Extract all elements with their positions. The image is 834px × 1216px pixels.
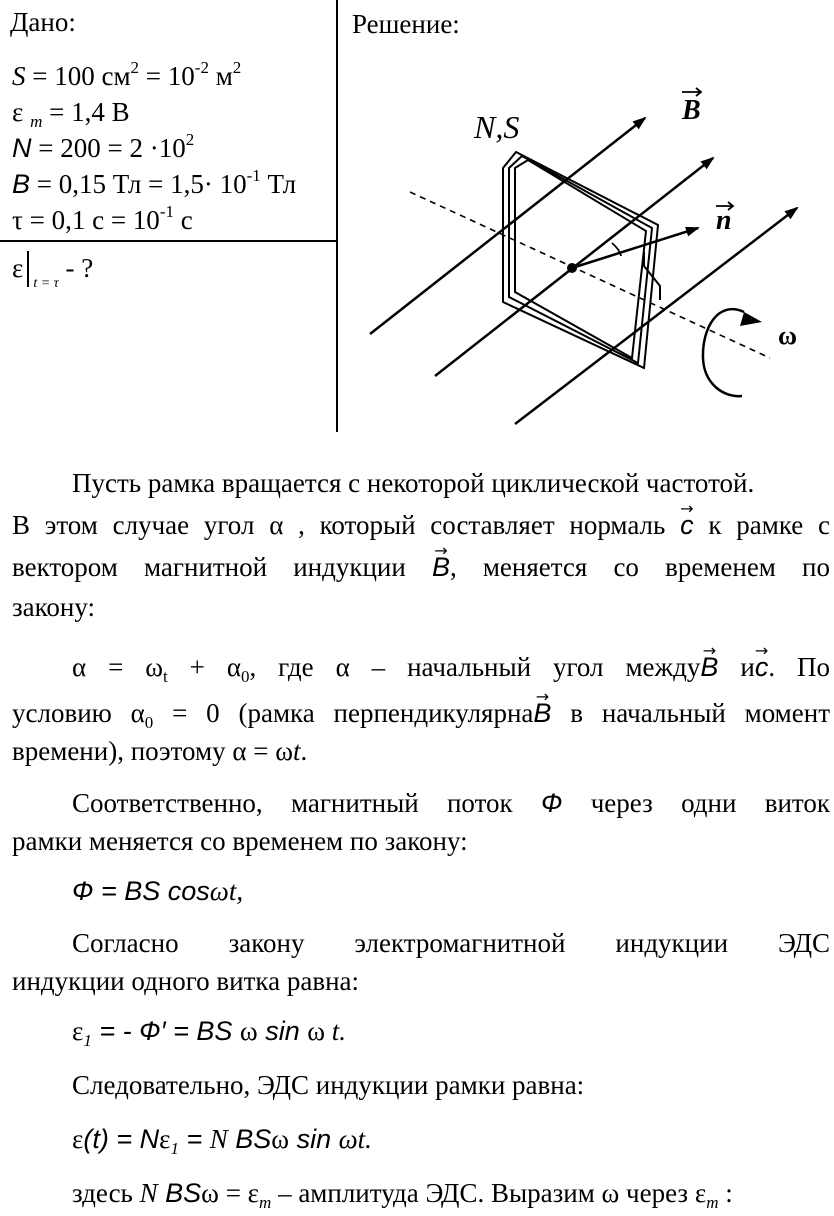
p1-line-3: вектором магнитной индукции → B, меняется со временем по — [12, 548, 830, 588]
given-line-emf: ε $_m$ = 1,4 В — [12, 97, 130, 131]
rotating-frame-diagram — [338, 40, 834, 440]
p2-line-2: условию $\alpha_0 = 0$ (рамка перпендикулярна→ B в начальный момент — [12, 694, 830, 732]
p1-line-1: Пусть рамка вращается с некоторой циклической частотой. — [72, 468, 755, 498]
label-n-vector: n — [716, 205, 732, 236]
rotation-arrowhead — [740, 312, 762, 326]
p3-line-1: Соответственно, магнитный поток Ф через одни виток — [72, 788, 830, 818]
paragraph-3 — [12, 784, 830, 860]
given-header: Дано: — [10, 7, 76, 37]
find-line: $\varepsilon_{t = \tau}$ - ? — [12, 253, 94, 291]
p4-line-2: индукции одного витка равна: — [12, 966, 360, 996]
frame-outline-3 — [515, 160, 646, 358]
formula-emf-frame: $\varepsilon(t) = N\varepsilon_1 = N$ BSω sin ωt. — [72, 1124, 372, 1158]
label-b-vector: B — [682, 95, 701, 126]
paragraph-2 — [12, 648, 830, 770]
given-find-divider — [0, 240, 337, 242]
paragraph-5: Следовательно, ЭДС индукции рамки равна: — [72, 1070, 585, 1100]
formula-emf-one-turn: $\varepsilon_1$ = - Ф′ = BS ω sin ω t. — [72, 1016, 347, 1050]
given-line-time: τ = 0,1 $с = 10^{-1}$ с — [12, 202, 193, 235]
paragraph-4 — [12, 924, 830, 1000]
solution-header: Решение: — [352, 9, 460, 39]
p4-line-1: Согласно закону электромагнитной индукции ЭДС — [72, 928, 830, 958]
formula-flux: Ф = BS cosωt, — [72, 876, 244, 906]
p2-line-3: времени), поэтому α = ωt. — [12, 736, 308, 766]
frame-center-point — [567, 263, 577, 273]
label-omega: ω — [778, 321, 798, 350]
given-line-induction: B = 0,15 Тл = $1,5\cdot 10^{-1}$ Тл — [12, 166, 297, 199]
p2-line-1: $\alpha = \omega_t + \alpha_0$, где α – начальный угол между→ B и→ c. По — [12, 648, 830, 694]
given-line-area: S = 100 $см^2 = 10^{-2}$ $м^2$ — [12, 58, 242, 91]
p3-line-2: рамки меняется со временем по закону: — [12, 826, 468, 856]
paragraph-1 — [12, 464, 830, 626]
normal-vector — [572, 228, 698, 268]
field-line-1 — [370, 118, 645, 334]
frame-outline-2 — [509, 156, 652, 363]
p1-line-2: В этом случае угол α , который составляет нормаль → c к рамке с — [12, 502, 830, 548]
p1-line-4: закону: — [12, 592, 95, 622]
rotation-arrow — [703, 309, 744, 396]
given-line-turns: $N = 200 = 2 \cdot 10^2$ — [12, 130, 195, 163]
paragraph-6: здесь N $BS\omega = \varepsilon_m$ – амплитуда ЭДС. Выразим ω через $\varepsilon_m$ : — [72, 1178, 733, 1212]
label-ns: N,S — [474, 109, 520, 145]
